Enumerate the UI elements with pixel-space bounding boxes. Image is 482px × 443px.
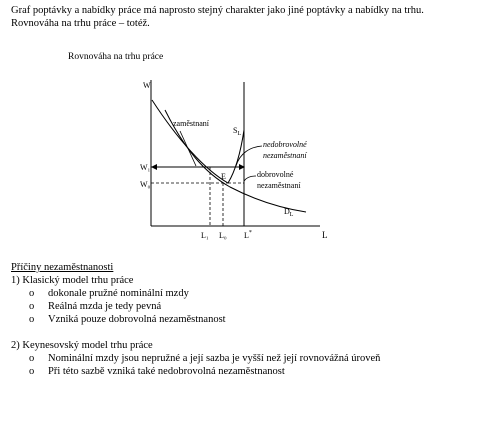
supply-curve-label: $S_L$ — [233, 126, 242, 137]
list-item: o dokonale pružné nominální mzdy — [29, 288, 189, 299]
involuntary-annotation-1: nedobrovolné — [263, 140, 307, 149]
bullet-icon: o — [29, 288, 35, 299]
keynes-model-title: 2) Keynesovský model trhu práce — [11, 340, 153, 351]
equilibrium-label: E — [221, 172, 226, 181]
demand-curve-label: $D_L$ — [284, 207, 294, 218]
intro-line-2: Rovnováha na trhu práce – totéž. — [11, 18, 150, 29]
l1-label: L₁ — [201, 231, 209, 240]
w0-label: W₀ — [140, 180, 151, 189]
w1-label: W₁ — [140, 163, 151, 172]
classic-model-list — [11, 287, 476, 326]
involuntary-annotation-2: nezaměstnaní — [263, 151, 307, 160]
voluntary-pointer — [244, 176, 256, 181]
list-item: o Vzniká pouze dobrovolná nezaměstnanost — [29, 314, 226, 325]
list-item: o Při této sazbě vzniká také nedobrovolná nezaměstnanost — [29, 366, 285, 377]
bullet-icon: o — [29, 353, 35, 364]
classic-model-title: 1) Klasický model trhu práce — [11, 275, 134, 286]
voluntary-annotation-2: nezaměstnaní — [257, 181, 301, 190]
employed-annotation: zaměstnaní — [173, 119, 209, 128]
employed-pointer — [180, 131, 196, 166]
x-axis-label: L — [322, 230, 328, 240]
involuntary-pointer — [236, 146, 262, 166]
l0-label: L₀ — [219, 231, 227, 240]
l-star-label: L* — [244, 230, 252, 240]
bullet-icon: o — [29, 314, 35, 325]
keynes-model-list — [11, 352, 476, 378]
intro-line-1: Graf poptávky a nabídky práce má naprosto stejný charakter jako jiné poptávky a nabídky na trhu. — [11, 5, 424, 16]
bullet-icon: o — [29, 366, 35, 377]
bullet-icon: o — [29, 301, 35, 312]
causes-section — [11, 261, 476, 378]
voluntary-annotation-1: dobrovolné — [257, 170, 294, 179]
list-item: o Reálná mzda je tedy pevná — [29, 301, 162, 312]
chart-title: Rovnováha na trhu práce — [68, 52, 164, 62]
supply-curve — [152, 82, 244, 226]
list-item: o Nominální mzdy jsou nepružné a její sazba je vyšší než její rovnovážná úroveň — [29, 353, 381, 364]
y-axis-label: W — [143, 81, 151, 90]
causes-heading: Příčiny nezaměstnanosti — [11, 262, 114, 273]
